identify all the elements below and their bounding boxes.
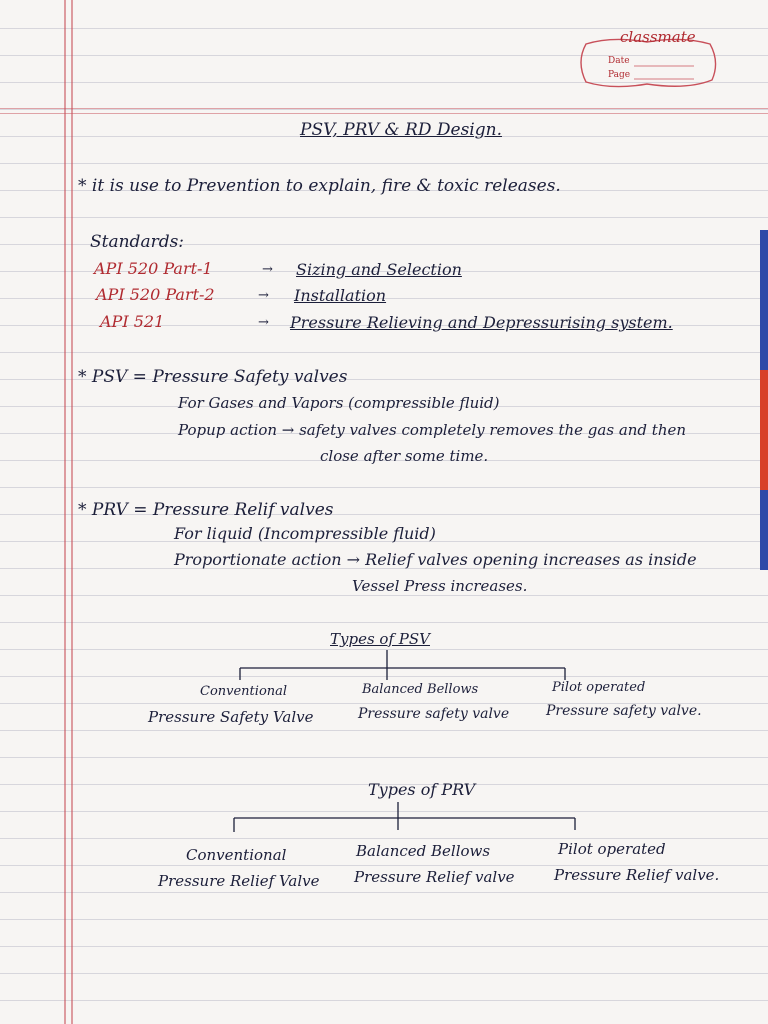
psv-type-top: Pilot operated xyxy=(552,680,646,695)
psv-type-top: Conventional xyxy=(200,684,288,699)
prv-types-title: Types of PRV xyxy=(368,780,476,799)
page-label: Page xyxy=(608,70,631,80)
psv-type-bottom: Pressure safety valve. xyxy=(546,703,702,719)
arrow-icon: → xyxy=(258,315,269,330)
date-label: Date xyxy=(608,56,630,66)
psv-type-top: Balanced Bellows xyxy=(362,682,479,697)
arrow-icon: → xyxy=(262,262,273,277)
intro-line: * it is use to Prevention to explain, fire & toxic releases. xyxy=(78,176,561,196)
standard-code: API 521 xyxy=(100,312,165,331)
standard-desc: Installation xyxy=(294,286,387,305)
psv-line: close after some time. xyxy=(320,447,489,465)
prv-type-bottom: Pressure Relief valve xyxy=(354,868,515,886)
prv-type-top: Conventional xyxy=(186,846,287,864)
standard-code: API 520 Part-2 xyxy=(96,285,215,304)
psv-line: For Gases and Vapors (compressible fluid) xyxy=(178,394,500,412)
prv-type-bottom: Pressure Relief valve. xyxy=(554,866,720,884)
prv-line: For liquid (Incompressible fluid) xyxy=(174,524,436,543)
arrow-icon: → xyxy=(258,288,269,303)
standard-desc: Pressure Relieving and Depressurising system. xyxy=(290,313,673,332)
psv-heading: * PSV = Pressure Safety valves xyxy=(78,367,348,387)
prv-type-top: Balanced Bellows xyxy=(356,842,491,860)
prv-line: Vessel Press increases. xyxy=(352,577,528,595)
psv-type-bottom: Pressure Safety Valve xyxy=(148,708,314,726)
psv-type-bottom: Pressure safety valve xyxy=(358,706,510,722)
prv-heading: * PRV = Pressure Relif valves xyxy=(78,500,334,520)
prv-type-bottom: Pressure Relief Valve xyxy=(158,872,320,890)
standards-heading: Standards: xyxy=(90,232,185,252)
prv-type-top: Pilot operated xyxy=(558,840,666,858)
psv-line: Popup action → safety valves completely removes the gas and then xyxy=(178,421,687,439)
page-title: PSV, PRV & RD Design. xyxy=(300,120,502,140)
standard-code: API 520 Part-1 xyxy=(94,259,213,278)
standard-desc: Sizing and Selection xyxy=(296,260,462,279)
prv-line: Proportionate action → Relief valves opening increases as inside xyxy=(174,550,697,569)
brand-name: classmate xyxy=(620,28,696,46)
psv-types-title: Types of PSV xyxy=(330,630,430,648)
